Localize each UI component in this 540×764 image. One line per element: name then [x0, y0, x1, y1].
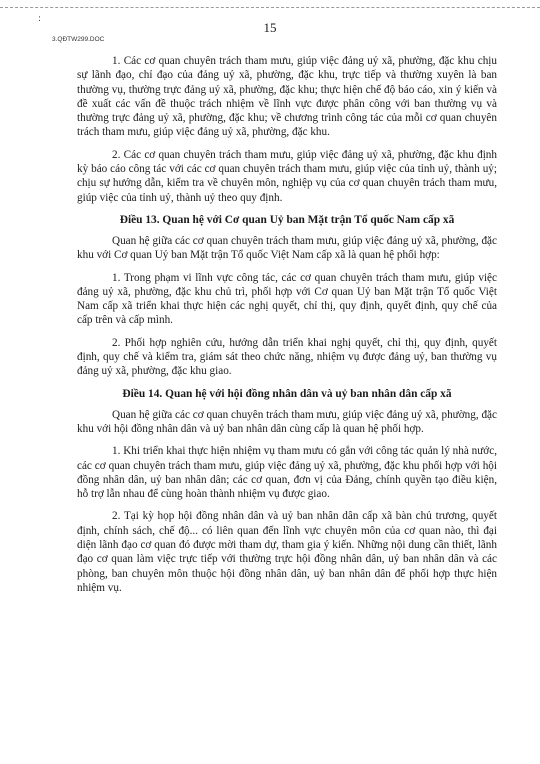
document-body — [77, 54, 497, 603]
paragraph: 2. Các cơ quan chuyên trách tham mưu, giúp việc đảng uỷ xã, phường, đặc khu định kỳ báo cáo công tác với các cơ quan chuyên trách tham mưu, giúp việc của tỉnh uỷ, thành uỷ; chịu sự hướng dẫn, kiểm tra về chuyên môn, nghiệp vụ của cơ quan chuyên trách tham mưu, giúp việc của tỉnh uỷ, thành uỷ theo quy định. — [77, 148, 497, 204]
paragraph: Quan hệ giữa các cơ quan chuyên trách tham mưu, giúp việc đảng uỷ xã, phường, đặc khu với Cơ quan Uỷ ban Mặt trận Tổ quốc Việt Nam cấp xã là quan hệ phối hợp: — [77, 234, 497, 262]
paragraph: 2. Tại kỳ họp hội đồng nhân dân và uỷ ban nhân dân cấp xã bàn chủ trương, quyết định, chính sách, chế độ... có liên quan đến lĩnh vực chuyên môn của cơ quan nào, thì đại diện lãnh đạo cơ quan đó được mời tham dự, tham gia ý kiến. Những nội dung cần thiết, lãnh đạo cơ quan làm việc trực tiếp với thường trực hội đồng nhân dân, uỷ ban nhân dân và các phòng, ban chuyên môn thuộc hội đồng nhân dân, uỷ ban nhân dân để phối hợp thực hiện nhiệm vụ. — [77, 510, 497, 594]
paragraph: 2. Phối hợp nghiên cứu, hướng dẫn triển khai nghị quyết, chỉ thị, quy định, quyết định, quy chế và kiểm tra, giám sát theo chức năng, nhiệm vụ được đảng uỷ, ban thường vụ đảng uỷ xã, phường, đặc khu giao. — [77, 336, 497, 378]
paragraph: 1. Các cơ quan chuyên trách tham mưu, giúp việc đảng uỷ xã, phường, đặc khu chịu sự lãnh đạo, chỉ đạo của đảng uỷ xã, phường, đặc khu, trực tiếp và thường xuyên là ban thường vụ, thường trực đảng uỷ xã, phường, đặc khu; thực hiện chế độ báo cáo, xin ý kiến và đề xuất các vấn đề thuộc trách nhiệm về lĩnh vực được phân công với ban thường vụ và thường trực đảng uỷ xã, phường, đặc khu; về chương trình công tác của mỗi cơ quan chuyên trách tham mưu, giúp việc đảng uỷ xã, phường, đặc khu. — [77, 55, 497, 139]
article-heading: Điều 14. Quan hệ với hội đồng nhân dân và uỷ ban nhân dân cấp xã — [122, 387, 452, 400]
paragraph: 1. Trong phạm vi lĩnh vực công tác, các cơ quan chuyên trách tham mưu, giúp việc đảng uỷ xã, phường, đặc khu chủ trì, phối hợp với Cơ quan Uỷ ban Mặt trận Tổ quốc Việt Nam cấp xã triển khai thực hiện các nghị quyết, chỉ thị, quy định, quyết định, quy chế của cấp trên và cấp mình. — [77, 271, 497, 327]
scan-mark: : — [38, 14, 42, 24]
article-heading: Điều 13. Quan hệ với Cơ quan Uỷ ban Mặt trận Tổ quốc Nam cấp xã — [119, 213, 455, 226]
page-number: 15 — [263, 20, 277, 35]
file-name: 3.QĐTW299.DOC — [52, 36, 105, 43]
paragraph: 1. Khi triển khai thực hiện nhiệm vụ tham mưu có gắn với công tác quản lý nhà nước, các cơ quan chuyên trách tham mưu, giúp việc đảng uỷ xã, phường, đặc khu phối hợp với hội đồng nhân dân, uỷ ban nhân dân; các cơ quan, đơn vị của Đảng, chính quyền tạo điều kiện, hỗ trợ lẫn nhau để cùng hoàn thành nhiệm vụ được giao. — [77, 445, 497, 501]
scan-edge-line — [0, 7, 540, 8]
paragraph: Quan hệ giữa các cơ quan chuyên trách tham mưu, giúp việc đảng uỷ xã, phường, đặc khu với hội đồng nhân dân và uỷ ban nhân dân cùng cấp là quan hệ phối hợp. — [77, 408, 497, 435]
